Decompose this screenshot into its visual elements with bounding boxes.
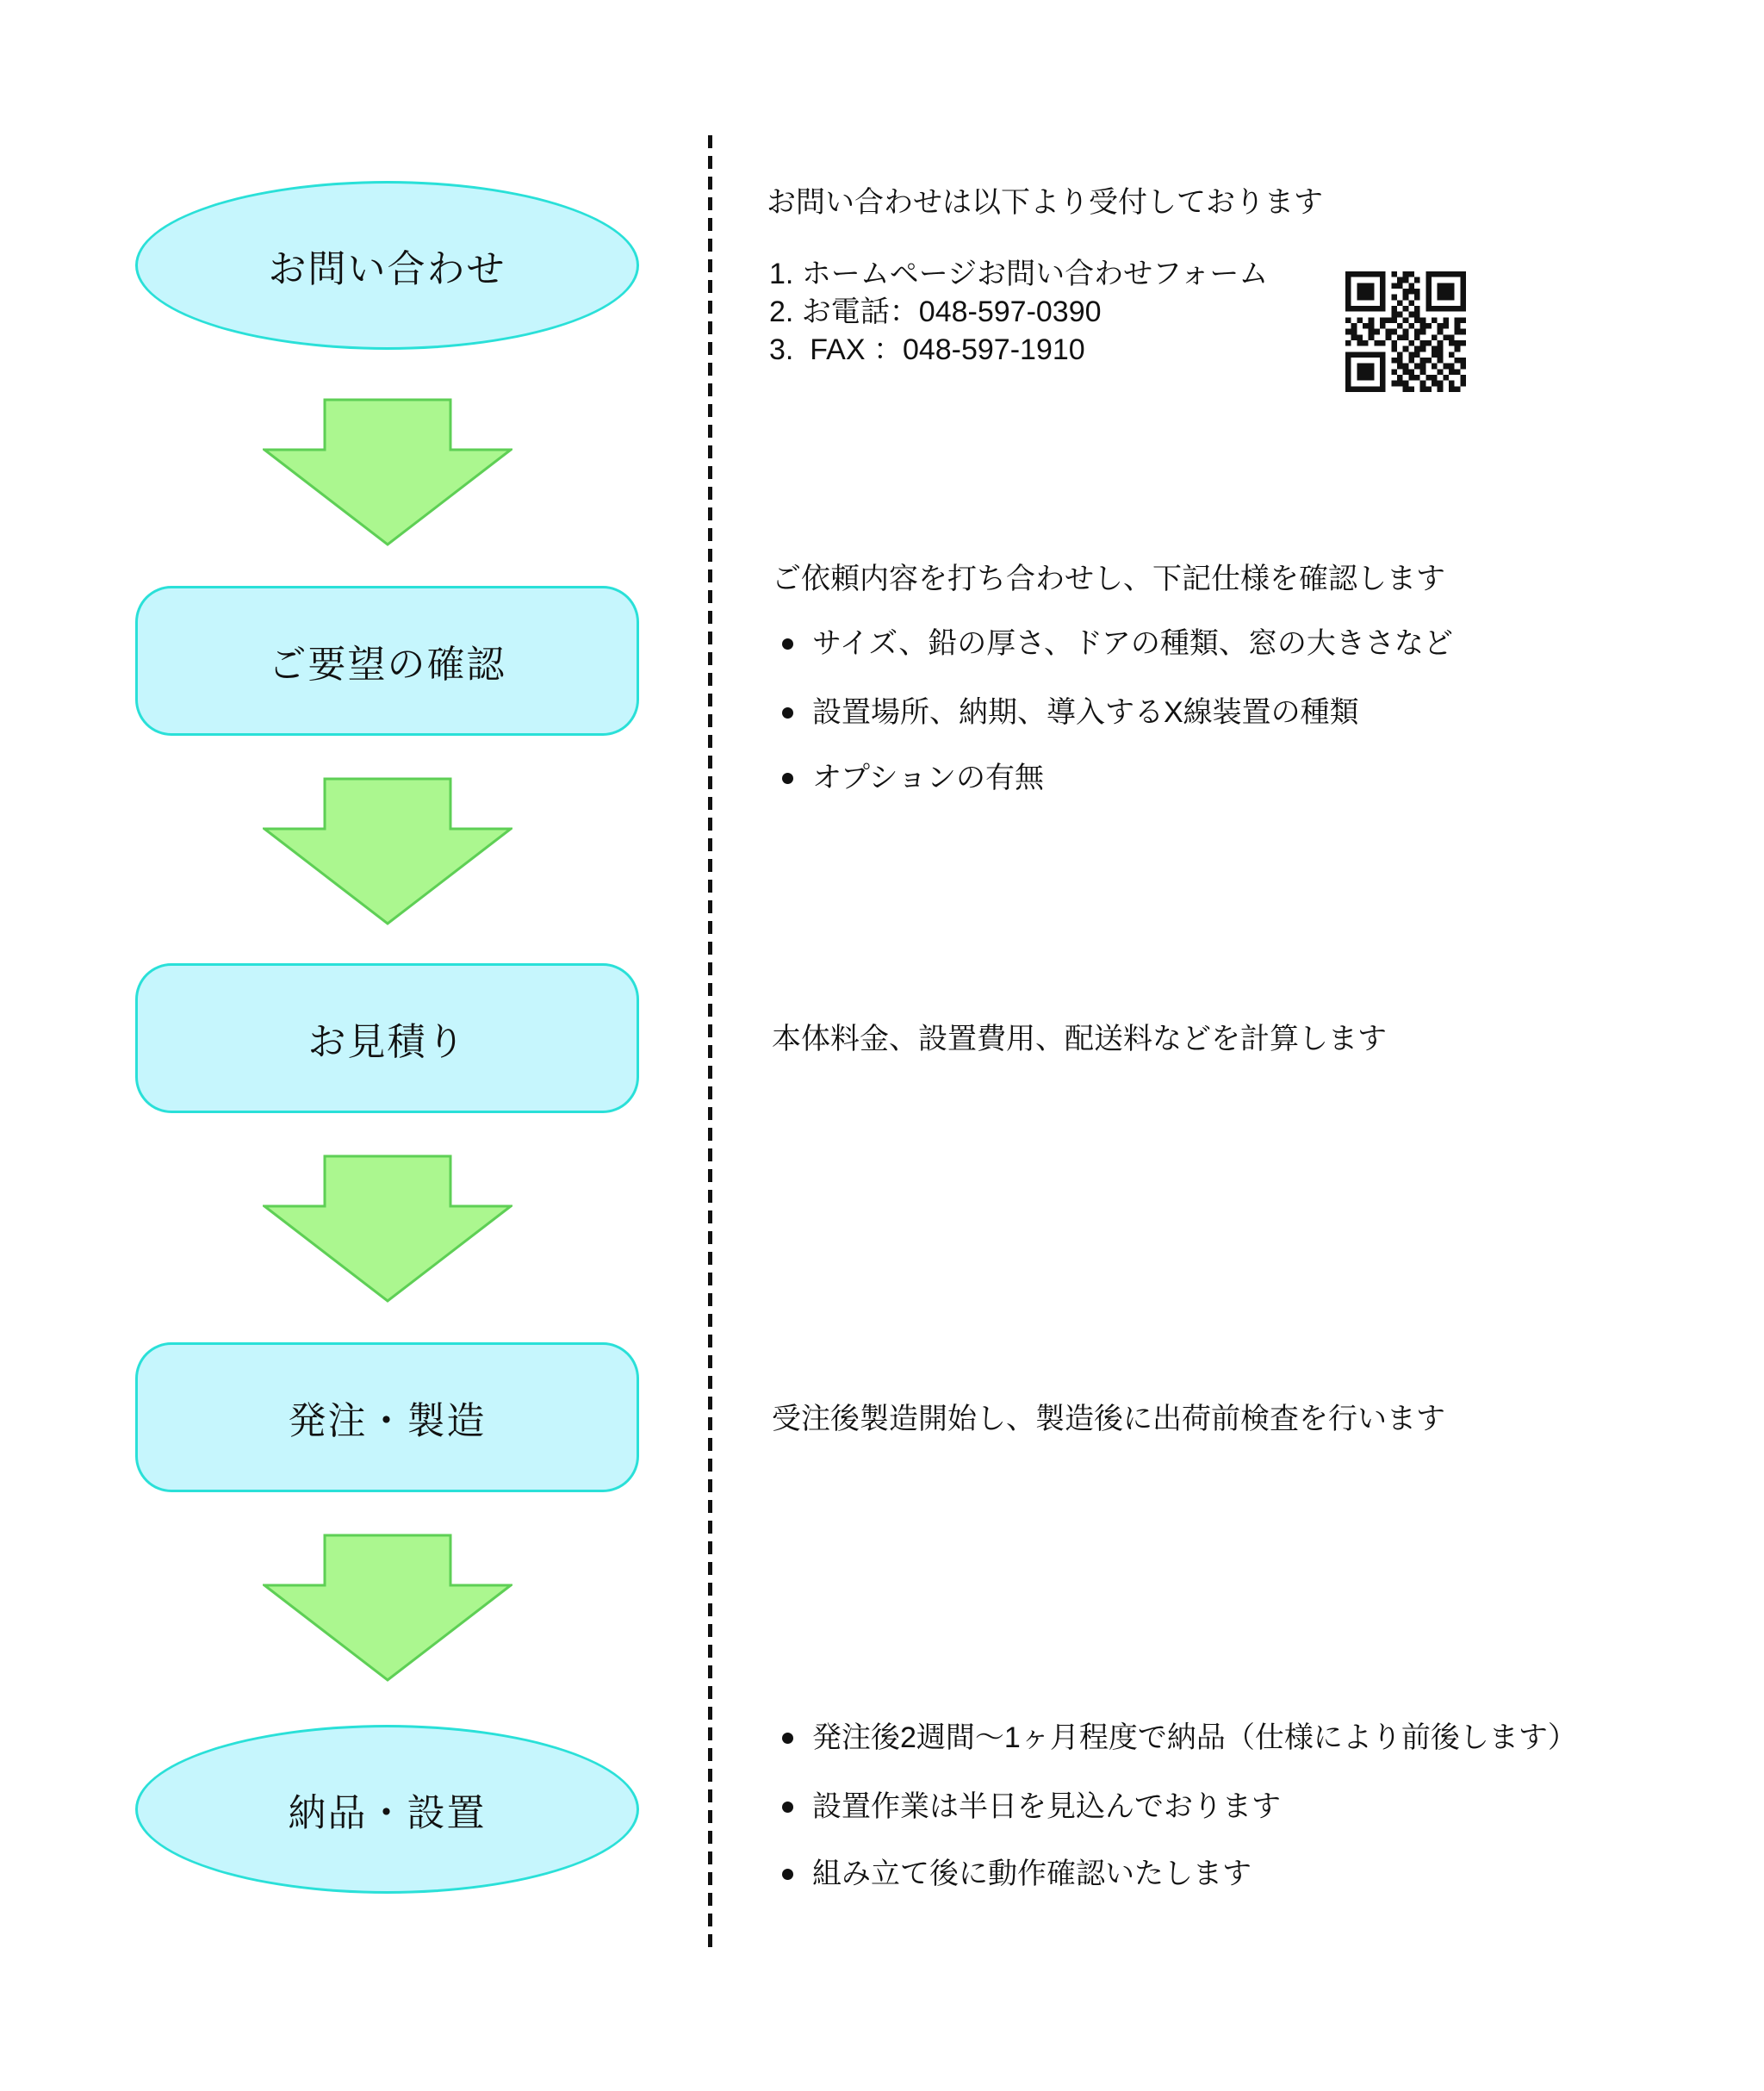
flow-step-estimate — [135, 963, 639, 1113]
contact-method-fax: 3. FAX ：048-597-1910 — [769, 333, 1085, 366]
bullet-text: 組み立て後に動作確認いたします — [812, 1858, 1252, 1890]
bullet-icon — [782, 773, 793, 784]
manufacturing-text: 受注後製造開始し、製造後に出荷前検査を行います — [772, 1403, 1445, 1435]
flow-step-requirements — [135, 586, 639, 736]
bullet-text: サイズ、鉛の厚さ、ドアの種類、窓の大きさなど — [812, 627, 1453, 660]
flow-step-delivery-installation — [135, 1725, 639, 1894]
bullet-icon — [782, 1802, 793, 1813]
flow-step-order-manufacturing — [135, 1342, 639, 1492]
list-item — [782, 1855, 1252, 1893]
estimate-text: 本体料金、設置費用、配送料などを計算します — [772, 1023, 1387, 1055]
step-label: お見積り — [307, 1021, 467, 1063]
down-arrow-icon — [263, 1534, 512, 1682]
qr-code — [1345, 270, 1466, 394]
flow-step-inquiry — [135, 181, 639, 350]
list-item — [782, 1788, 1281, 1826]
contact-method-phone: 2. お電話：048-597-0390 — [769, 296, 1102, 328]
requirements-heading: ご依頼内容を打ち合わせし、下記仕様を確認します — [772, 563, 1445, 595]
list-item — [782, 625, 1453, 663]
list-item — [782, 1719, 1577, 1757]
bullet-text: 設置場所、納期、導入するX線装置の種類 — [812, 696, 1359, 729]
down-arrow-icon — [263, 398, 512, 546]
bullet-text: 設置作業は半日を見込んでおります — [812, 1790, 1281, 1823]
list-item — [782, 759, 1044, 797]
step-label: 発注・製造 — [288, 1400, 487, 1442]
down-arrow-icon — [263, 777, 512, 925]
bullet-icon — [782, 1869, 793, 1880]
list-item — [782, 694, 1359, 731]
contact-method-list — [769, 255, 1268, 369]
dashed-divider-line — [708, 135, 712, 1955]
step-label: お問い合わせ — [268, 248, 506, 290]
step-label: ご要望の確認 — [268, 644, 506, 686]
bullet-icon — [782, 638, 793, 650]
step-label: 納品・設置 — [288, 1792, 487, 1834]
contact-method-homepage: 1. ホームページお問い合わせフォーム — [769, 258, 1269, 290]
bullet-text: オプションの有無 — [812, 762, 1044, 794]
bullet-icon — [782, 1733, 793, 1744]
bullet-icon — [782, 707, 793, 719]
down-arrow-icon — [263, 1154, 512, 1303]
contact-heading: お問い合わせは以下より受付しております — [767, 186, 1323, 219]
bullet-text: 発注後2週間～1ヶ月程度で納品（仕様により前後します） — [812, 1721, 1577, 1754]
